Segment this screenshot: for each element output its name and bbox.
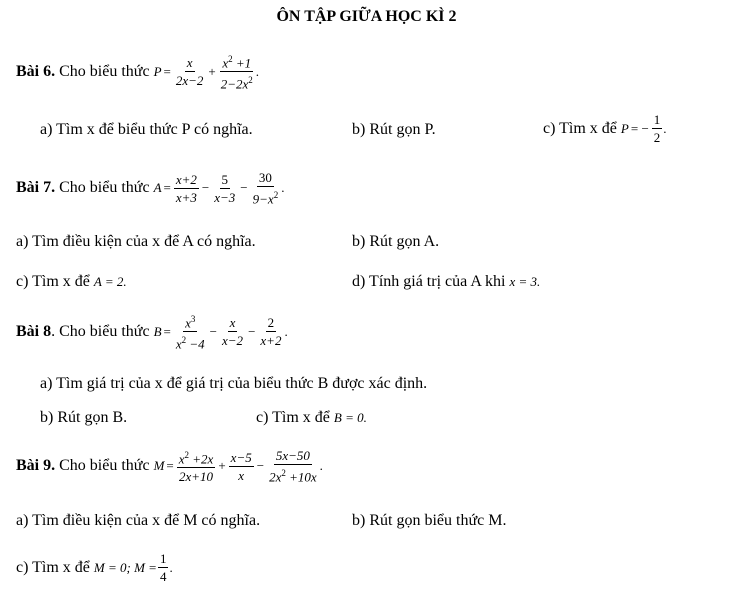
expression-a-value: A = 2. [93,274,127,289]
exercise-7-part-a: a) Tìm điều kiện của x để A có nghĩa. [16,233,256,250]
expression-b: B = $\frac{x^3}{x^2 -4}$ − $\frac{x}{x-2}$ − $\frac{2}{x+2}$ . [153,314,288,352]
expression-p-value: P = − $\frac{1}{2}$ . [620,112,667,145]
exercise-7-statement [16,170,284,206]
exercise-8-part-c: c) Tìm x để B = 0. [256,409,367,426]
fraction: $\frac{x}{2x-2}$ [175,55,204,89]
exercise-7-intro: Cho biểu thức [59,179,150,197]
exercise-9-part-b: b) Rút gọn biểu thức M. [352,512,507,529]
exercise-6-intro: Cho biểu thức [59,62,150,80]
exercise-6-statement [16,52,259,92]
exercise-6-part-c: c) Tìm x để P = − $\frac{1}{2}$ . [543,112,667,145]
exercise-7-part-b: b) Rút gọn A. [352,233,440,250]
exercise-8-label: Bài 8 [16,322,52,340]
exercise-7-label: Bài 7. [16,179,56,197]
expr-lhs: P [153,63,162,79]
exercise-9-label: Bài 9. [16,457,56,475]
exercise-8-statement [16,312,288,352]
exercise-9-part-c: c) Tìm x để M = 0; M = $\frac{1}{4}$ . [16,551,173,584]
page-title: ÔN TẬP GIỮA HỌC KÌ 2 [276,8,457,25]
exercise-8-intro: . Cho biểu thức [51,322,150,340]
expression-a: A = $\frac{x+2}{x+3}$ − $\frac{5}{x-3}$ − $\frac{30}{9-x^2}$ . [153,170,285,207]
expression-m: M = $\frac{x^2 +2x}{2x+10}$ + $\frac{x-5}{x}$ − $\frac{5x-50}{2x^2 +10x}$ . [153,448,323,485]
exercise-9-intro: Cho biểu thức [59,457,150,475]
exercise-6-label: Bài 6. [16,62,56,80]
exercise-8-part-a: a) Tìm giá trị của x để giá trị của biểu thức B được xác định. [40,375,428,392]
exercise-9-statement [16,448,323,484]
exercise-8-part-b: b) Rút gọn B. [40,409,128,426]
exercise-6-part-b: b) Rút gọn P. [352,121,436,138]
fraction: $\frac{x^2 +1}{2-2x^2}$ [220,54,253,92]
exercise-7-part-d: d) Tính giá trị của A khi x = 3. [352,273,541,290]
expression-p: P = $\frac{x}{2x-2}$ + $\frac{x^2 +1}{2-2x^2}$ . [153,54,260,92]
expression-x-value: x = 3. [509,274,541,289]
exercise-6-part-a: a) Tìm x để biểu thức P có nghĩa. [40,121,253,138]
exercise-9-part-a: a) Tìm điều kiện của x để M có nghĩa. [16,512,261,529]
exercise-7-part-c: c) Tìm x để A = 2. [16,273,127,290]
expression-b-value: B = 0. [333,410,367,425]
expression-m-values: M = 0; M = $\frac{1}{4}$ . [93,551,173,584]
